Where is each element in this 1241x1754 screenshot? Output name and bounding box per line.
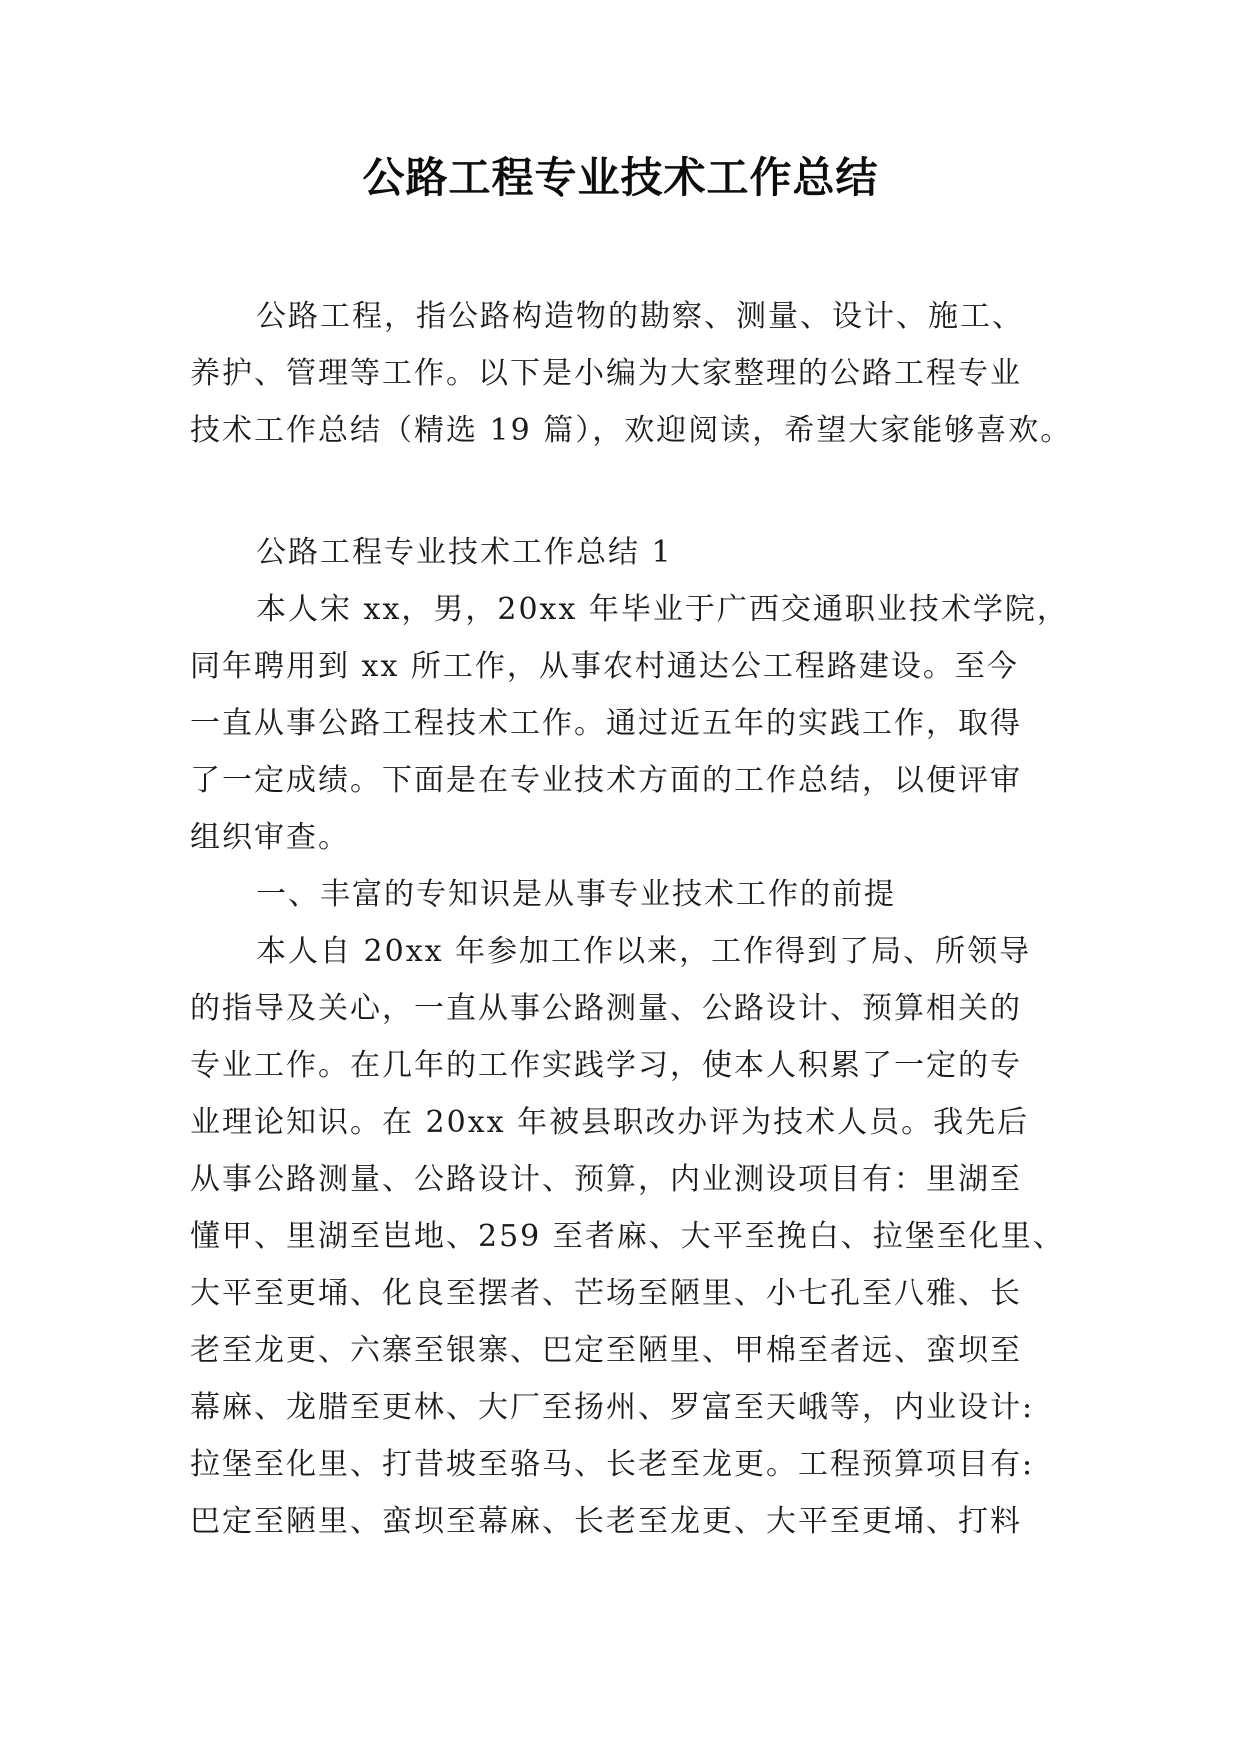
paragraph-line: 幕麻、龙腊至更林、大厂至扬州、罗富至天峨等，内业设计: (190, 1390, 1035, 1425)
intro-paragraph (190, 288, 1073, 459)
main-content (190, 524, 1069, 1550)
document-title: 公路工程专业技术工作总结 (362, 153, 879, 202)
intro-line: 技术工作总结（精选 19 篇），欢迎阅读，希望大家能够喜欢。 (190, 413, 1073, 448)
paragraph-line: 从事公路测量、公路设计、预算，内业测设项目有：里湖至 (190, 1162, 1022, 1197)
paragraph-line: 拉堡至化里、打昔坡至骆马、长老至龙更。工程预算项目有: (190, 1447, 1035, 1482)
intro-line: 公路工程，指公路构造物的勘察、测量、设计、施工、 (256, 299, 1024, 334)
intro-line: 养护、管理等工作。以下是小编为大家整理的公路工程专业 (190, 356, 1022, 391)
paragraph-line: 巴定至陋里、蛮坝至幕麻、长老至龙更、大平至更埇、打料 (190, 1504, 1022, 1539)
paragraph-line: 专业工作。在几年的工作实践学习，使本人积累了一定的专 (190, 1048, 1022, 1083)
paragraph-line: 一直从事公路工程技术工作。通过近五年的实践工作，取得 (190, 706, 1022, 741)
paragraph-line: 同年聘用到 xx 所工作，从事农村通达公工程路建设。至今 (190, 649, 1019, 684)
paragraph-line: 本人自 20xx 年参加工作以来，工作得到了局、所领导 (256, 934, 1032, 969)
paragraph-line: 的指导及关心，一直从事公路测量、公路设计、预算相关的 (190, 991, 1022, 1026)
paragraph-line: 组织审查。 (190, 820, 350, 855)
subheading: 一、丰富的专知识是从事专业技术工作的前提 (256, 877, 896, 912)
paragraph-line: 老至龙更、六寨至银寨、巴定至陋里、甲棉至者远、蛮坝至 (190, 1333, 1022, 1368)
paragraph-line: 本人宋 xx，男，20xx 年毕业于广西交通职业技术学院， (256, 592, 1069, 627)
paragraph-line: 大平至更埇、化良至摆者、芒场至陋里、小七孔至八雅、长 (190, 1276, 1022, 1311)
paragraph-line: 了一定成绩。下面是在专业技术方面的工作总结，以便评审 (190, 763, 1022, 798)
paragraph-line: 业理论知识。在 20xx 年被县职改办评为技术人员。我先后 (190, 1105, 1030, 1140)
paragraph-line: 懂甲、里湖至岜地、259 至者麻、大平至挽白、拉堡至化里、 (190, 1219, 1065, 1254)
section-heading: 公路工程专业技术工作总结 1 (256, 535, 673, 570)
